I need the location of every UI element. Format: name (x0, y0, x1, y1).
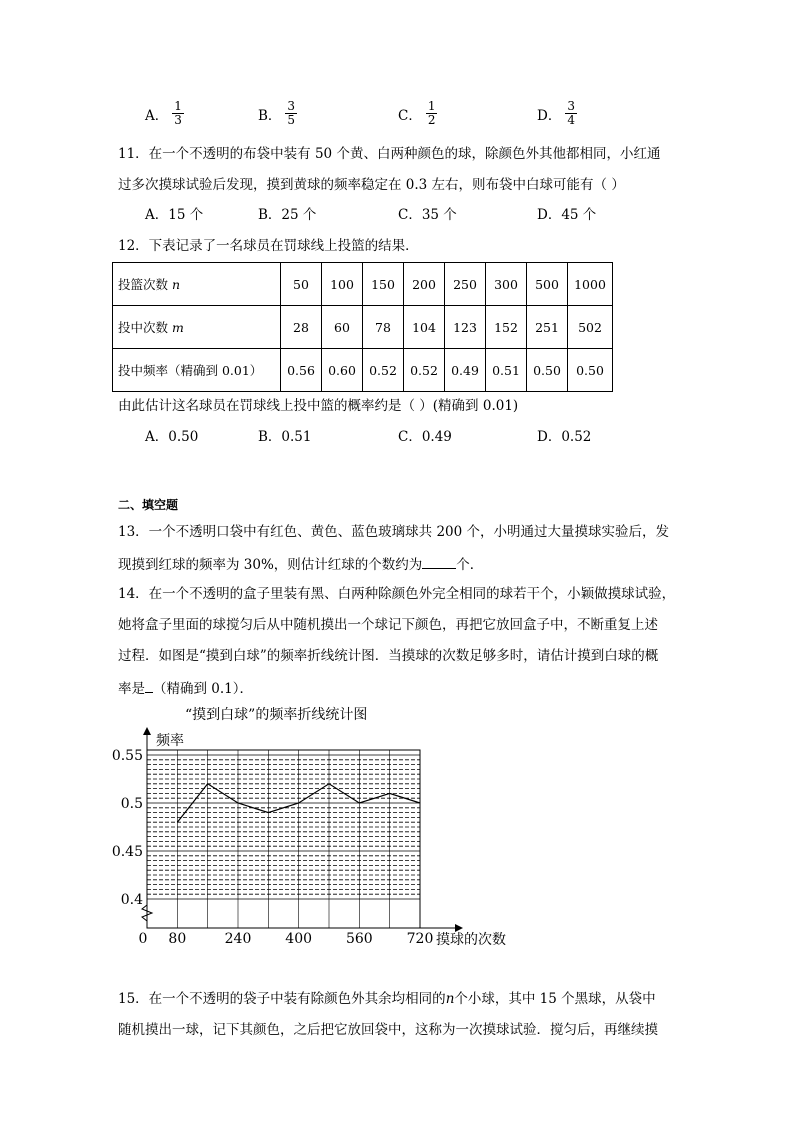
y-axis-label: 频率 (156, 733, 184, 749)
table-cell: 0.60 (322, 349, 363, 392)
table-cell: 1000 (568, 263, 613, 306)
table-cell: 150 (363, 263, 404, 306)
table-cell: 0.51 (486, 349, 527, 392)
q14-line-2: 她将盒子里面的球搅匀后从中随机摸出一个球记下颜色，再把它放回盒子中，不断重复上述 (118, 617, 658, 633)
table-cell: 200 (404, 263, 445, 306)
x-tick-label: 720 (406, 931, 434, 947)
option-label: A． (145, 107, 169, 124)
y-tick-label: 0.55 (111, 748, 143, 764)
x-tick-label: 80 (168, 931, 187, 947)
q15-line-2: 随机摸出一球，记下其颜色，之后把它放回袋中，这称为一次摸球试验．搅匀后，再继续摸 (118, 1022, 658, 1038)
q14-line-4: 率是 （精确到 0.1）． (118, 678, 253, 698)
option-label: D． (537, 107, 562, 124)
q11-line-1: 11．在一个不透明的布袋中装有 50 个黄、白两种颜色的球，除颜色外其他都相同，小红通 (118, 146, 661, 162)
table-cell: 0.56 (281, 349, 322, 392)
table-cell: 250 (445, 263, 486, 306)
q14-line-1: 14．在一个不透明的盒子里装有黑、白两种除颜色外完全相同的球若干个，小颖做摸球试验， (118, 586, 676, 602)
table-row (113, 306, 613, 349)
chart-title: “摸到白球”的频率折线统计图 (185, 707, 368, 723)
axes (142, 727, 463, 932)
tick-labels (112, 748, 434, 947)
q12-question: 由此估计这名球员在罚球线上投中篮的概率约是（ ）(精确到 0.01) (118, 398, 519, 414)
q12-option-c: C．0.49 (398, 429, 452, 445)
q11-line-2: 过多次摸球试验后发现，摸到黄球的频率稳定在 0.3 左右，则布袋中白球可能有（ ） (118, 177, 625, 193)
table-row (113, 349, 613, 392)
q13-line-2: 现摸到红球的频率为 30%，则估计红球的个数约为 个． (118, 554, 483, 574)
table-cell: 300 (486, 263, 527, 306)
frequency-line-chart (0, 700, 794, 960)
table-cell: 0.49 (445, 349, 486, 392)
fraction: $\frac{1}{2}$ (427, 99, 436, 127)
fraction: $\frac{3}{4}$ (567, 99, 575, 127)
table-cell: 28 (281, 306, 322, 349)
y-tick-label: 0.4 (120, 892, 143, 908)
q12-option-a: A．0.50 (145, 429, 199, 445)
table-cell: 251 (527, 306, 568, 349)
x-tick-label: 240 (224, 931, 252, 947)
y-tick-label: 0.45 (111, 844, 143, 860)
option-label: B． (258, 107, 282, 124)
fraction: $\frac{3}{5}$ (287, 99, 296, 127)
plot-frame (147, 750, 420, 928)
row-header: 投中频率（精确到 0.01） (113, 349, 281, 392)
table-cell: 152 (486, 306, 527, 349)
table-cell: 50 (281, 263, 322, 306)
q10-option-a (145, 100, 184, 127)
table-cell: 78 (363, 306, 404, 349)
q15-line-1: 15．在一个不透明的袋子中装有除颜色外其余均相同的n个小球，其中 15 个黑球，从袋中 (118, 991, 656, 1007)
table-cell: 123 (445, 306, 486, 349)
x-axis-arrow (455, 924, 463, 932)
q12-option-d: D．0.52 (537, 429, 592, 445)
table-cell: 0.50 (568, 349, 613, 392)
q11-option-c: C．35 个 (398, 207, 457, 223)
table-cell: 0.52 (404, 349, 445, 392)
x-tick-label: 560 (345, 931, 373, 947)
table-cell: 500 (527, 263, 568, 306)
row-header: 投篮次数 n (113, 263, 281, 306)
row-header: 投中次数 m (113, 306, 281, 349)
table-cell: 502 (568, 306, 613, 349)
x-tick-label: 0 (138, 931, 148, 947)
table-cell: 0.50 (527, 349, 568, 392)
q12-option-b: B．0.51 (258, 429, 312, 445)
table-row (113, 263, 613, 306)
table-cell: 0.52 (363, 349, 404, 392)
table-cell: 60 (322, 306, 363, 349)
q10-option-d (537, 100, 577, 127)
x-tick-label: 400 (285, 931, 313, 947)
q12-intro: 12．下表记录了一名球员在罚球线上投篮的结果． (118, 238, 419, 254)
q10-option-c (398, 100, 437, 127)
fraction: $\frac{1}{3}$ (174, 99, 182, 127)
grid-lines (147, 750, 420, 928)
y-tick-label: 0.5 (120, 796, 143, 812)
x-axis-label: 摸球的次数 (436, 932, 506, 948)
q11-option-b: B．25 个 (258, 207, 317, 223)
answer-blank[interactable] (145, 678, 153, 693)
option-label: C． (398, 107, 422, 124)
section-heading: 二、填空题 (118, 498, 179, 512)
q11-option-d: D．45 个 (537, 207, 597, 223)
y-axis-arrow (143, 727, 151, 735)
q13-line-1: 13．一个不透明口袋中有红色、黄色、蓝色玻璃球共 200 个，小明通过大量摸球实验后，发 (118, 524, 670, 540)
q11-option-a: A．15 个 (145, 207, 204, 223)
shot-results-table (112, 262, 613, 392)
table-cell: 100 (322, 263, 363, 306)
answer-blank[interactable] (422, 554, 456, 569)
q14-line-3: 过程．如图是“摸到白球”的频率折线统计图．当摸球的次数足够多时，请估计摸到白球的概 (118, 648, 659, 664)
table-cell: 104 (404, 306, 445, 349)
q10-option-b (258, 100, 297, 127)
